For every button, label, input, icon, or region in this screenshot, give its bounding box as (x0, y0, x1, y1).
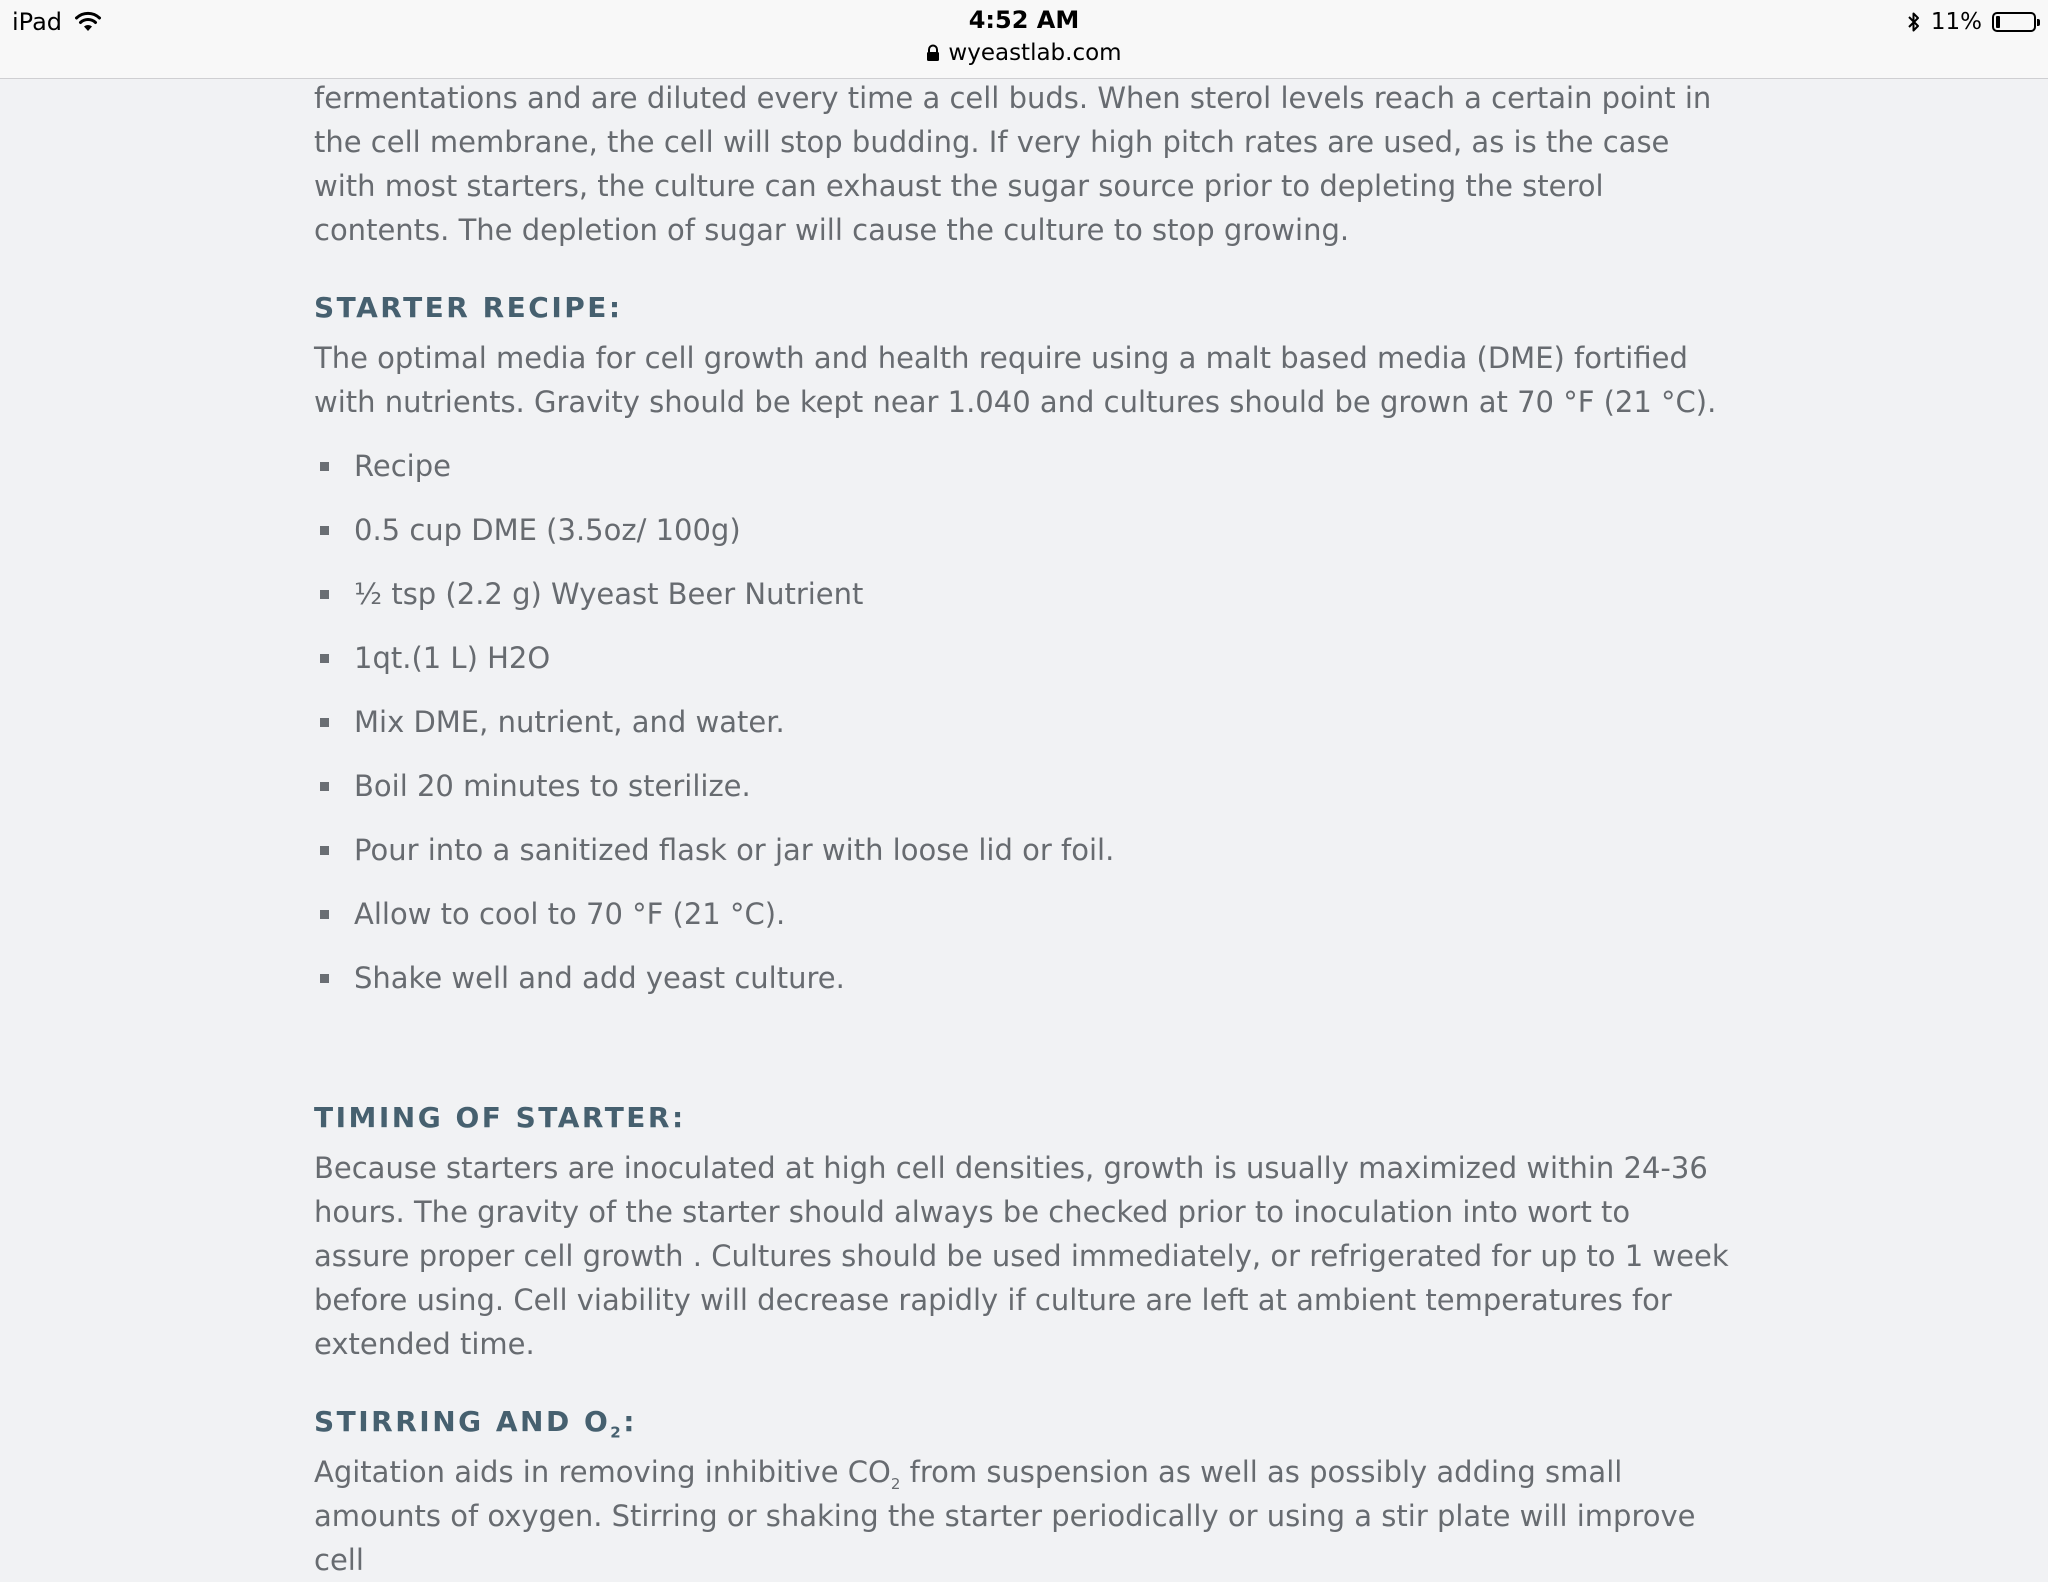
bullet (320, 590, 329, 599)
bullet (320, 846, 329, 855)
stirring-heading-colon: : (623, 1405, 637, 1438)
list-item-text: Shake well and add yeast culture. (354, 961, 845, 995)
list-item (314, 754, 1734, 818)
timing-paragraph: Because starters are inoculated at high cell densities, growth is usually maximized within 24-36 hours. The gravity of the starter should always be checked prior to inoculation into wort to assure proper cell growth . Cultures should be used immediately, or refrigerated for up to 1 week before using. Cell viability will decrease rapidly if culture are left at ambient temperatures for extended time. (314, 1151, 1729, 1361)
bullet (320, 462, 329, 471)
battery-tip (2037, 19, 2040, 26)
bullet (320, 718, 329, 727)
bullet (320, 974, 329, 983)
stirring-paragraph (314, 1450, 1734, 1582)
list-item (314, 562, 1734, 626)
starter-recipe-paragraph: The optimal media for cell growth and health require using a malt based media (DME) fortified with nutrients. Gravity should be kept near 1.040 and cultures should be grown at 70 °F (21 °C). (314, 341, 1717, 419)
stirring-heading (314, 1402, 1734, 1442)
bullet (320, 654, 329, 663)
starter-recipe-heading: STARTER RECIPE: (314, 291, 623, 324)
list-item (314, 882, 1734, 946)
status-bar (0, 0, 2048, 79)
battery-level (1996, 16, 2000, 28)
list-item-text: Mix DME, nutrient, and water. (354, 705, 785, 739)
battery-icon (1992, 12, 2036, 32)
list-item (314, 818, 1734, 882)
url-text[interactable]: wyeastlab.com (948, 40, 1122, 66)
bullet (320, 526, 329, 535)
address-bar[interactable] (0, 40, 2048, 66)
stirring-heading-text: STIRRING AND O (314, 1405, 611, 1438)
list-item-text: Allow to cool to 70 °F (21 °C). (354, 897, 786, 931)
list-item (314, 690, 1734, 754)
battery-percent: 11% (1930, 9, 1982, 35)
list-item (314, 498, 1734, 562)
timing-heading: TIMING OF STARTER: (314, 1101, 686, 1134)
status-right (1907, 6, 2036, 38)
lock-icon (926, 44, 940, 62)
co2-subscript: 2 (890, 1474, 901, 1493)
recipe-list (314, 434, 1734, 1010)
bullet (320, 910, 329, 919)
list-item-text: Pour into a sanitized flask or jar with loose lid or foil. (354, 833, 1115, 867)
list-item (314, 946, 1734, 1010)
list-item-text: 0.5 cup DME (3.5oz/ 100g) (354, 513, 741, 547)
stirring-text-b: from suspension as well as possibly adding small amounts of oxygen. Stirring or shaking the starter periodically or using a stir plate will improve cell (314, 1455, 1696, 1577)
list-item-text: Boil 20 minutes to sterilize. (354, 769, 751, 803)
stirring-heading-subscript: 2 (610, 1423, 624, 1442)
intro-paragraph: fermentations and are diluted every time a cell buds. When sterol levels reach a certain point in the cell membrane, the cell will stop budding. If very high pitch rates are used, as is the case with most starters, the culture can exhaust the sugar source prior to depleting the sterol contents. The depletion of sugar will cause the culture to stop growing. (314, 81, 1712, 247)
bluetooth-icon (1907, 11, 1921, 33)
list-item-text: 1qt.(1 L) H2O (354, 641, 551, 675)
list-item (314, 626, 1734, 690)
clock: 4:52 AM (968, 6, 1080, 34)
list-item-text: Recipe (354, 449, 451, 483)
device-name: iPad (12, 8, 63, 36)
stirring-text-a: Agitation aids in removing inhibitive CO (314, 1455, 891, 1489)
article-content (314, 76, 1734, 1582)
list-item-text: ½ tsp (2.2 g) Wyeast Beer Nutrient (354, 577, 864, 611)
bullet (320, 782, 329, 791)
list-item (314, 434, 1734, 498)
